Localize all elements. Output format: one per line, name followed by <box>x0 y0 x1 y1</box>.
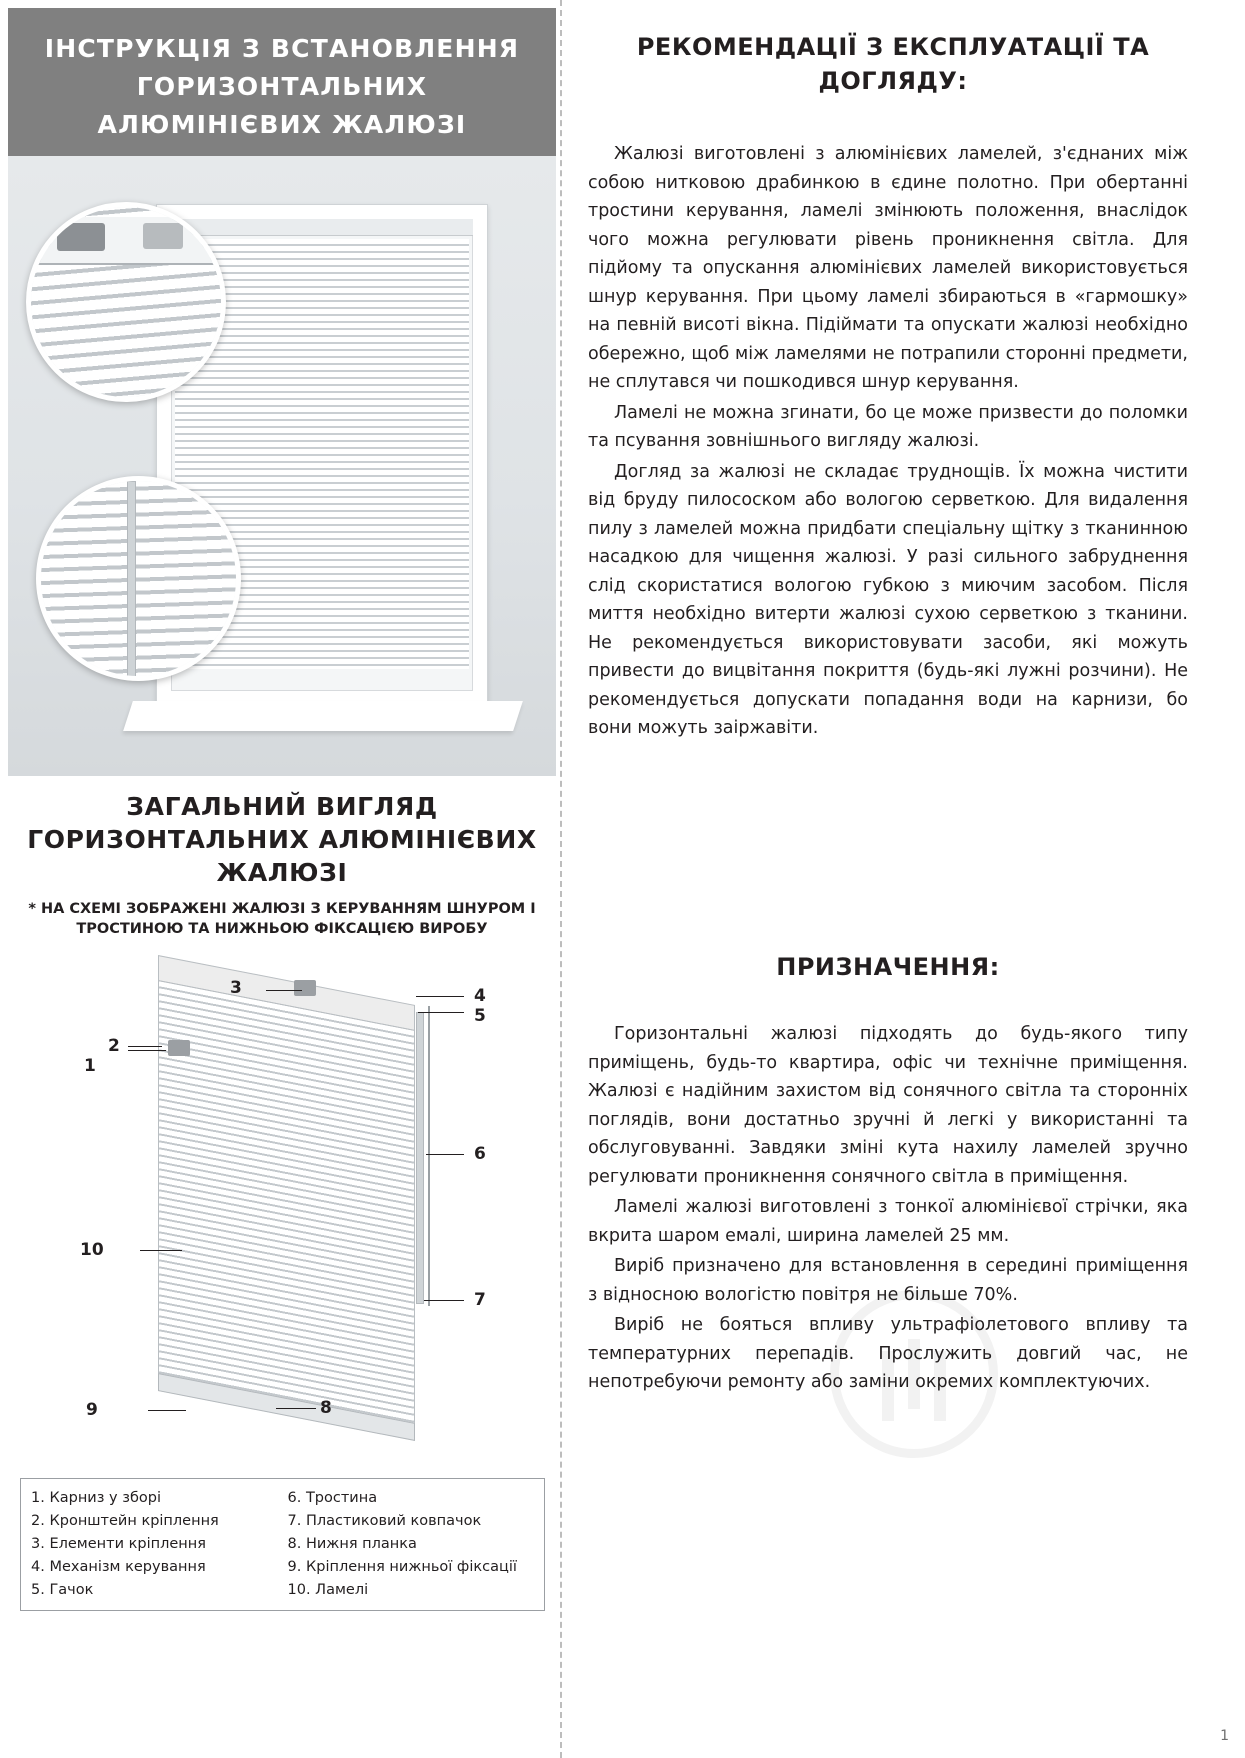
callout-2: 2 <box>108 1036 120 1056</box>
care-paragraph: Жалюзі виготовлені з алюмінієвих ламелей, з'єднаних між собою нитковою драбинкою в єдине полотно. При обертанні тростини керування, ламелі змінюють положення, внаслідок чого можна регулювати рівень проникнення світла. Для підйому та опускання алюмінієвих ламелей використовується шнур керування. При цьому ламелі збираються в «гармошку» на певній висоті вікна. Підіймати та опускати жалюзі необхідно обережно, щоб між ламелями не потрапили сторонні предмети, не сплутався чи пошкодився шнур керування. <box>588 144 1188 392</box>
leader-line <box>426 1154 464 1155</box>
legend-item: 1. Карниз у зборі <box>31 1490 161 1506</box>
legend-item: 2. Кронштейн кріплення <box>31 1513 219 1529</box>
callout-6: 6 <box>474 1144 486 1164</box>
general-view-heading <box>8 790 556 939</box>
callout-3: 3 <box>230 978 242 998</box>
legend-item: 10. Ламелі <box>287 1582 369 1598</box>
leader-line <box>140 1250 182 1251</box>
diagram-wand <box>416 1012 424 1304</box>
section-note: * НА СХЕМІ ЗОБРАЖЕНІ ЖАЛЮЗІ З КЕРУВАННЯМ ШНУРОМ І ТРОСТИНОЮ ТА НИЖНЬОЮ ФІКСАЦІЄЮ ВИРОБУ <box>28 901 536 937</box>
purpose-paragraph: Виріб не боятьcя впливу ультрафіолетового впливу та температурних перепадів. Прослужить довгий час, не непотребуючи ремонту або заміни окремих комплектуючих. <box>588 1315 1188 1392</box>
diagram-bracket-left <box>168 1040 190 1056</box>
purpose-section-title: ПРИЗНАЧЕННЯ: <box>776 953 1000 981</box>
left-column <box>0 0 558 1758</box>
diagram-bracket-right <box>294 980 316 996</box>
detail-mechanism <box>143 223 183 249</box>
detail-slats <box>41 481 236 676</box>
parts-legend <box>20 1478 545 1611</box>
column-divider <box>560 0 562 1758</box>
legend-item: 9. Кріплення нижньої фіксації <box>287 1559 517 1575</box>
blind-diagram <box>8 970 556 1470</box>
installation-photo <box>8 156 556 776</box>
legend-item: 6. Тростина <box>287 1490 378 1506</box>
detail-circle-slats <box>36 476 241 681</box>
callout-9: 9 <box>86 1400 98 1420</box>
section-title: ЗАГАЛЬНИЙ ВИГЛЯД ГОРИЗОНТАЛЬНИХ АЛЮМІНІЄВИХ ЖАЛЮЗІ <box>27 792 537 887</box>
leader-line <box>418 1012 464 1013</box>
detail-wand <box>127 481 136 678</box>
care-section-title: РЕКОМЕНДАЦІЇ З ЕКСПЛУАТАЦІЇ ТА ДОГЛЯДУ: <box>636 33 1150 95</box>
leader-line <box>148 1410 186 1411</box>
instruction-header-band <box>8 8 556 156</box>
legend-item: 4. Механізм керування <box>31 1559 206 1575</box>
callout-10: 10 <box>80 1240 104 1260</box>
callout-1: 1 <box>84 1056 96 1076</box>
care-section-body <box>588 140 1188 745</box>
leader-line <box>266 990 302 991</box>
leader-line <box>424 1300 464 1301</box>
purpose-section-body <box>588 1020 1188 1399</box>
callout-5: 5 <box>474 1006 486 1026</box>
detail-bracket <box>57 223 105 251</box>
purpose-paragraph: Горизонтальні жалюзі підходять до будь-якого типу приміщень, будь-то квартира, офіс чи технічне приміщення. Жалюзі є надійним захистом від сонячного світла та сторонніх поглядів, вони достатньо зручні й легкі у використанні та обслуговуванні. Завдяки зміні кута нахилу ламелей зручно регулювати проникнення сонячного світла в приміщення. <box>588 1024 1188 1187</box>
legend-column-right <box>288 1487 535 1602</box>
legend-column-left <box>31 1487 278 1602</box>
legend-item: 5. Гачок <box>31 1582 94 1598</box>
detail-circle-headrail <box>26 202 226 402</box>
care-paragraph: Догляд за жалюзі не складає труднощів. Їх можна чистити від бруду пилососком або вологою серветкою. Для видалення пилу з ламелей можна придбати спеціальну щітку з тканинною насадкою для чищення жалюзі. У разі сильного забруднення слід скористатися вологою губкою з миючим засобом. Після миття необхідно витерти жалюзі сухою серветкою з тканини. Не рекомендується використовувати засоби, які можуть привести до вицвітання покриття (будь-які лужні розчини). Не рекомендується допускати попадання води на карнизи, бо вони можуть заіржавіти. <box>588 461 1188 738</box>
leader-line <box>416 996 464 997</box>
legend-item: 8. Нижня планка <box>287 1536 417 1552</box>
leader-line <box>128 1046 162 1047</box>
page-title: ІНСТРУКЦІЯ З ВСТАНОВЛЕННЯ ГОРИЗОНТАЛЬНИХ АЛЮМІНІЄВИХ ЖАЛЮЗІ <box>44 34 520 139</box>
care-paragraph: Ламелі не можна згинати, бо це може призвести до поломки та псування зовнішнього вигляду жалюзі. <box>588 402 1188 451</box>
page-number: 1 <box>1220 1728 1229 1744</box>
callout-7: 7 <box>474 1290 486 1310</box>
purpose-section-heading <box>588 950 1188 984</box>
leader-line <box>276 1408 316 1409</box>
diagram-slats <box>158 980 415 1427</box>
legend-item: 7. Пластиковий ковпачок <box>287 1513 482 1529</box>
callout-8: 8 <box>320 1398 332 1418</box>
purpose-paragraph: Ламелі жалюзі виготовлені з тонкої алюмінієвої стрічки, яка вкрита шаром емалі, ширина ламелей 25 мм. <box>588 1197 1188 1246</box>
window-sill <box>123 701 523 731</box>
right-column <box>578 0 1208 1758</box>
purpose-paragraph: Виріб призначено для встановлення в середині приміщення з відносною вологістю повітря не більше 70%. <box>588 1256 1188 1305</box>
callout-4: 4 <box>474 986 486 1006</box>
diagram-cord <box>428 1006 430 1306</box>
legend-item: 3. Елементи кріплення <box>31 1536 206 1552</box>
leader-line <box>128 1050 166 1051</box>
